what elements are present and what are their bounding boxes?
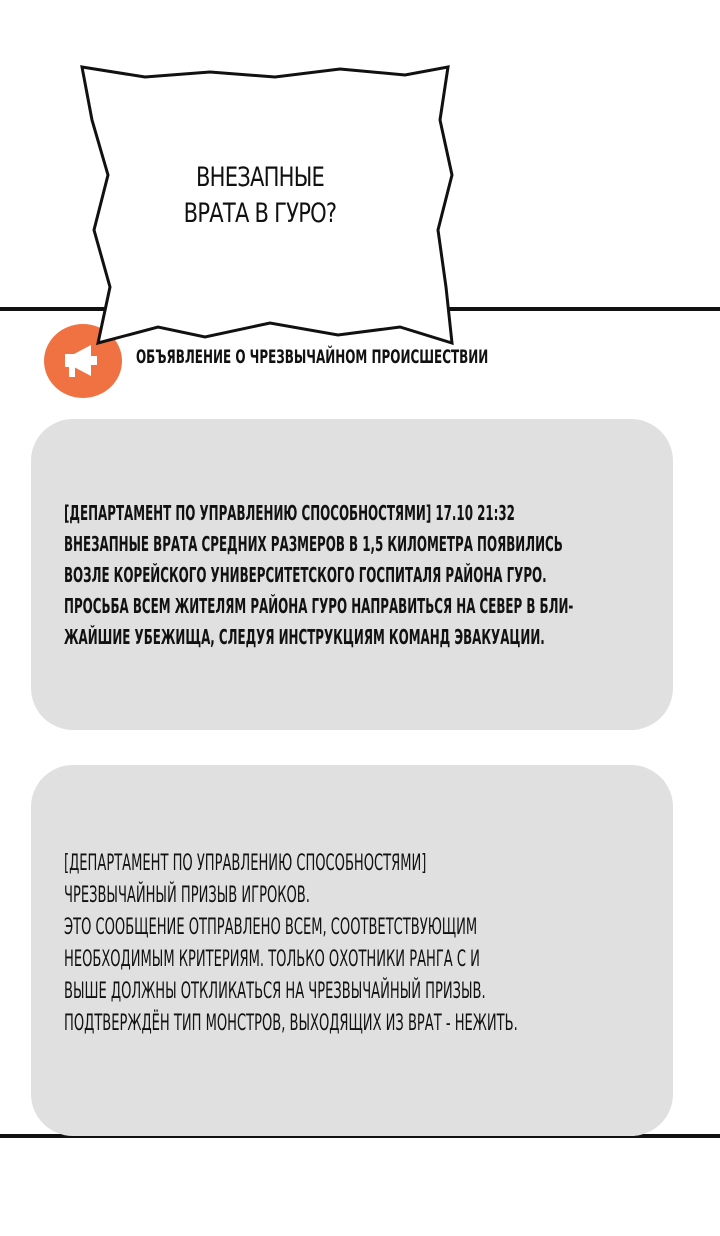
message-text-1: [ДЕПАРТАМЕНТ ПО УПРАВЛЕНИЮ СПОСОБНОСТЯМИ] 17.10 21:32 ВНЕЗАПНЫЕ ВРАТА СРЕДНИХ РАЗМЕРОВ В 1,5 КИЛОМЕТРА ПОЯВИЛИСЬ ВОЗЛЕ КОРЕЙСКОГО УНИВЕРСИТЕТСКОГО ГОСПИТАЛЯ РАЙОНА ГУРО. ПРОСЬБА ВСЕМ ЖИТЕЛЯМ РАЙОНА ГУРО НАПРАВИТЬСЯ НА СЕВЕР В БЛИ- ЖАЙШИЕ УБЕЖИЩА, СЛЕДУЯ ИНСТРУКЦИЯМ КОМАНД ЭВАКУАЦИИ.: [64, 501, 574, 649]
alert-title: ОБЪЯВЛЕНИЕ О ЧРЕЗВЫЧАЙНОМ ПРОИСШЕСТВИИ: [136, 346, 489, 368]
message-text-2: [ДЕПАРТАМЕНТ ПО УПРАВЛЕНИЮ СПОСОБНОСТЯМИ] ЧРЕЗВЫЧАЙНЫЙ ПРИЗЫВ ИГРОКОВ. ЭТО СООБЩЕНИЕ ОТПРАВЛЕНО ВСЕМ, СООТВЕТСТВУЮЩИМ НЕОБХОДИМЫМ КРИТЕРИЯМ. ТОЛЬКО ОХОТНИКИ РАНГА С И ВЫШЕ ДОЛЖНЫ ОТКЛИКАТЬСЯ НА ЧРЕЗВЫЧАЙНЫЙ ПРИЗЫВ. ПОДТВЕРЖДЁН ТИП МОНСТРОВ, ВЫХОДЯЩИХ ИЗ ВРАТ - НЕЖИТЬ.: [64, 851, 518, 1036]
message-box-1: [31, 419, 673, 730]
bubble-text: [174, 160, 346, 232]
bubble-line-2: ВРАТА В ГУРО?: [183, 198, 337, 229]
message-box-2: [31, 765, 673, 1136]
bubble-line-1: ВНЕЗАПНЫЕ: [195, 162, 325, 193]
